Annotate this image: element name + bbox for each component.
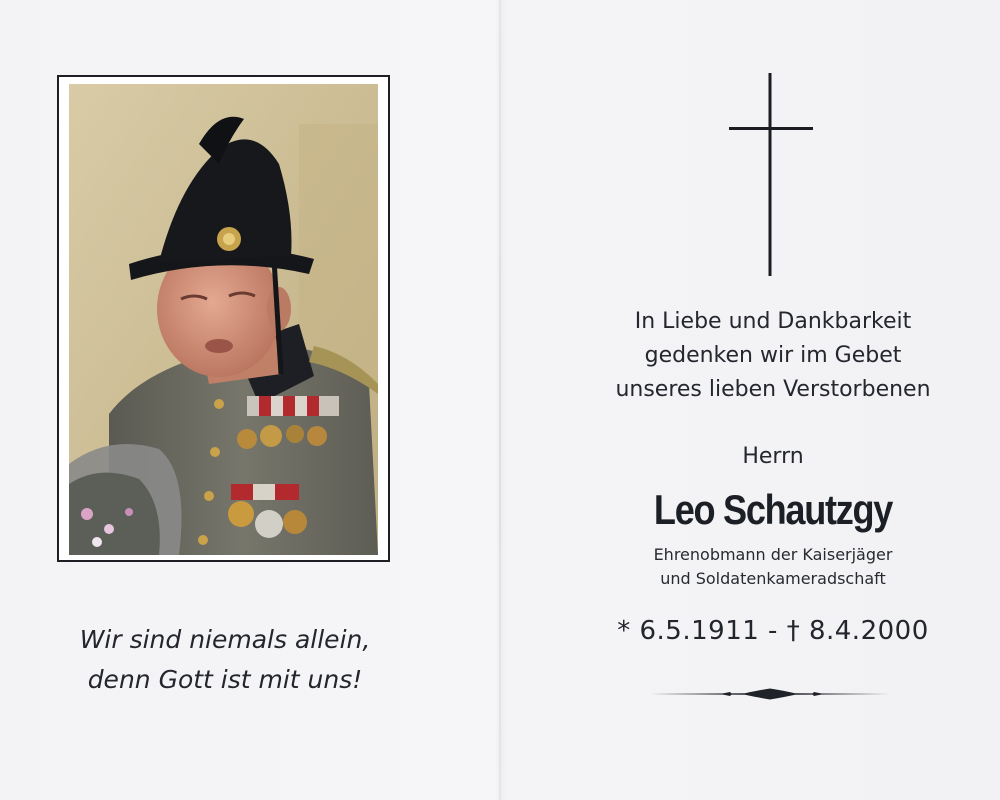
motto xyxy=(0,620,450,700)
honorary-role xyxy=(573,543,973,591)
intro-line-3: unseres lieben Verstorbenen xyxy=(615,377,931,402)
portrait-photo xyxy=(69,84,378,555)
card-fold xyxy=(499,0,501,800)
life-dates: * 6.5.1911 - † 8.4.2000 xyxy=(617,616,929,646)
salutation: Herrn xyxy=(742,444,804,469)
role-line-1: Ehrenobmann der Kaiserjäger xyxy=(653,545,893,564)
motto-line-2: denn Gott ist mit uns! xyxy=(87,665,363,694)
divider-ornament-icon xyxy=(650,687,894,701)
intro-line-2: gedenken wir im Gebet xyxy=(644,343,902,368)
intro-text xyxy=(573,305,973,407)
role-line-2: und Soldatenkameradschaft xyxy=(660,569,886,588)
portrait-illustration xyxy=(69,84,378,555)
intro-line-1: In Liebe und Dankbarkeit xyxy=(634,309,912,334)
latin-cross-icon xyxy=(729,73,813,276)
portrait-frame xyxy=(57,75,390,562)
motto-line-1: Wir sind niemals allein, xyxy=(79,625,371,654)
deceased-name: Leo Schautzgy xyxy=(653,486,893,533)
